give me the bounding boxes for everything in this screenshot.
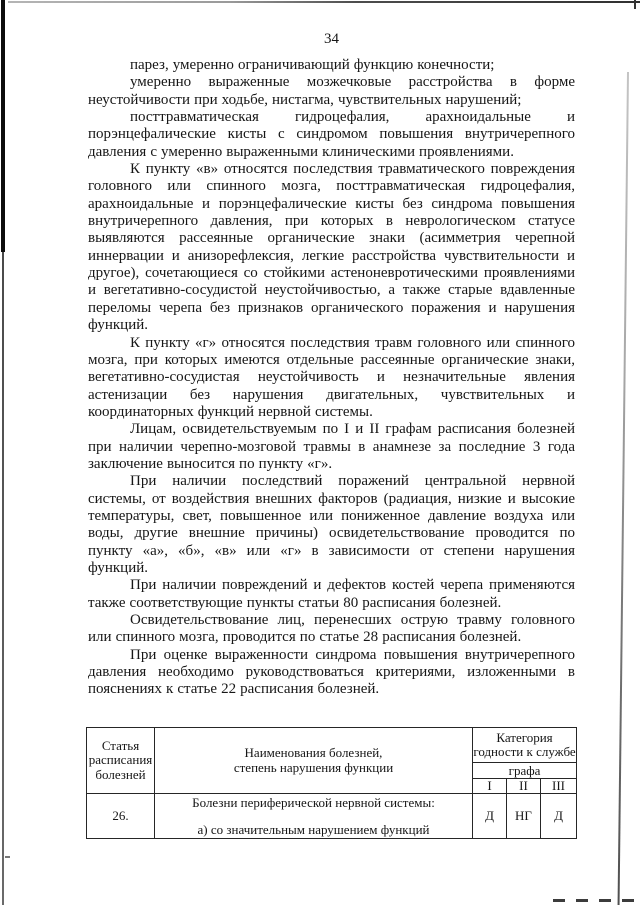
cell-category-3: Д xyxy=(541,794,577,839)
paragraph: посттравматическая гидроцефалия, арахноидальные и порэнцефалические кисты с синдромом повышения внутричерепного давления с умеренно выраженными клиническими проявлениями. xyxy=(88,109,575,160)
paragraph: К пункту «г» относятся последствия травм головного или спинного мозга, при которых имеются отдельные рассеянные органические знаки, вегетативно-сосудистая неустойчивость и незначительные явления астенизации без нарушения двигательных, чувствительных и координаторных функций нервной системы. xyxy=(88,334,575,420)
header-grafa-3: III xyxy=(541,779,577,794)
header-fitness-category-line: годности к службе xyxy=(473,744,576,759)
body-text xyxy=(88,57,575,699)
paragraph: К пункту «в» относятся последствия травматического повреждения головного или спинного мозга, посттравматическая гидроцефалия, арахноидальные и порэнцефалические кисты без синдрома повышения внутричерепного давления, при которых в неврологическом статусе выявляются рассеянные органические знаки (асимметрия черепной иннервации и анизорефлексия, легкие расстройства чувствительности и другое), сочетающиеся со стойкими астеноневротическими проявлениями и вегетативно-сосудистой неустойчивостью, а также старые вдавленные переломы черепа без признаков органического поражения и нарушения функций. xyxy=(88,161,575,334)
cell-category-2: НГ xyxy=(507,794,541,839)
header-fitness-category-line: Категория xyxy=(496,729,553,745)
scan-edge-left-mark xyxy=(5,856,10,858)
disease-item-a: а) со значительным нарушением функций xyxy=(197,821,430,837)
cell-category-1: Д xyxy=(473,794,507,839)
header-fitness-category xyxy=(473,728,577,763)
header-grafa-1: I xyxy=(473,779,507,794)
table-header-row xyxy=(87,728,577,763)
table-row xyxy=(87,794,577,839)
paragraph: умеренно выраженные мозжечковые расстройства в форме неустойчивости при ходьбе, нистагма, чувствительных нарушений; xyxy=(88,74,575,108)
paragraph: При наличии последствий поражений центральной нервной системы, от воздействия внешних факторов (радиация, низкие и высокие температуры, свет, повышенное или пониженное давление воздуха или воды, другие внешние причины) освидетельствование проводится по пункту «а», «б», «в» или «г» в зависимости от степени нарушения функций. xyxy=(88,473,575,576)
scan-edge-top xyxy=(8,1,640,3)
header-article-column xyxy=(87,728,155,794)
header-grafa-2: II xyxy=(507,779,541,794)
diseases-table-container xyxy=(86,727,577,839)
scan-edge-right xyxy=(618,72,629,905)
page-number: 34 xyxy=(324,31,339,47)
header-disease-name-line: степень нарушения функции xyxy=(233,759,394,775)
paragraph: Лицам, освидетельствуемым по I и II графам расписания болезней при наличии черепно-мозговой травмы в анамнезе за последние 3 года заключение выносится по пункту «г». xyxy=(88,421,575,472)
scan-edge-top-tick xyxy=(634,0,636,9)
scan-edge-left-dark xyxy=(1,0,5,252)
header-disease-name-column xyxy=(155,728,473,794)
cell-disease-name xyxy=(155,794,473,839)
header-article-line: расписания xyxy=(88,752,153,768)
header-grafa-label: графа xyxy=(473,763,577,779)
header-disease-name-line: Наименования болезней, xyxy=(244,745,383,760)
paragraph: При оценке выраженности синдрома повышения внутричерепного давления необходимо руководствоваться критериями, изложенными в пояснениях к статье 22 расписания болезней. xyxy=(88,646,575,698)
disease-group-title: Болезни периферической нервной системы: xyxy=(192,794,435,810)
header-article-line: Статья xyxy=(101,737,140,753)
paragraph: Освидетельствование лиц, перенесших острую травму головного или спинного мозга, проводится по статье 28 расписания болезней. xyxy=(88,612,575,646)
cell-article-number: 26. xyxy=(87,794,155,839)
header-article-line: болезней xyxy=(95,766,146,782)
paragraph: парез, умеренно ограничивающий функцию конечности; xyxy=(130,57,495,73)
paragraph: При наличии повреждений и дефектов костей черепа применяются также соответствующие пункты статьи 80 расписания болезней. xyxy=(88,577,575,611)
scan-edge-left-light xyxy=(2,252,4,905)
diseases-table xyxy=(86,727,577,839)
scan-edge-bottom-dashes xyxy=(553,899,640,902)
